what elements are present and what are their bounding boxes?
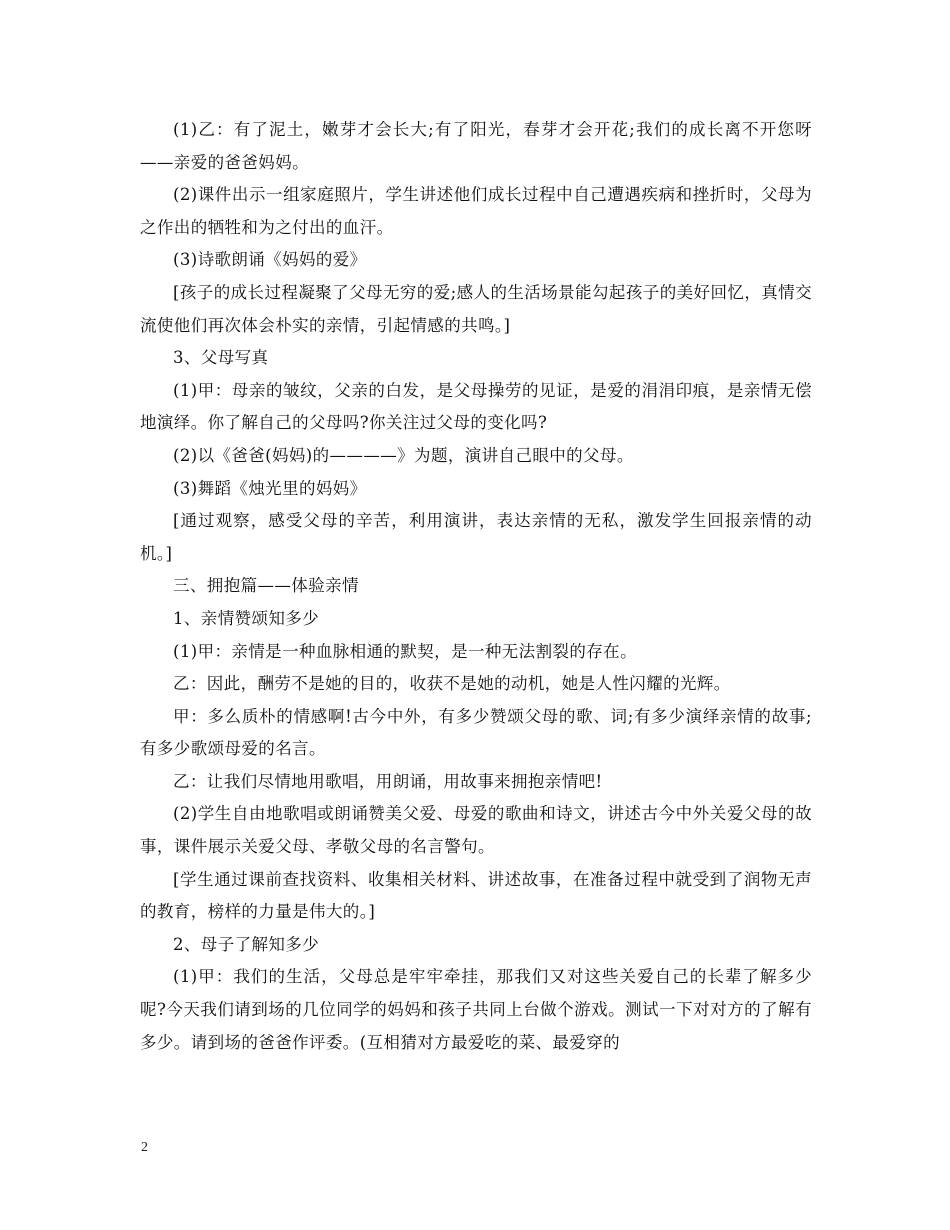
section-heading-praise: 1、亲情赞颂知多少 [173, 608, 320, 628]
paragraph-speech-topic: (2)以《爸爸(妈妈)的————》为题，演讲自己眼中的父母。 [173, 445, 634, 465]
paragraph-family-photos: (2)课件出示一组家庭照片，学生讲述他们成长过程中自己遭遇疾病和挫折时，父母为之作出的牺牲和为之付出的血汗。 [140, 185, 812, 237]
paragraph-note-research: [学生通过课前查找资料、收集相关材料、讲述故事，在准备过程中就受到了润物无声的教育，榜样的力量是伟大的。] [140, 869, 812, 922]
paragraph-yi-growth: (1)乙：有了泥土，嫩芽才会长大;有了阳光，春芽才会开花;我们的成长离不开您呀——亲爱的爸爸妈妈。 [140, 120, 812, 172]
paragraph-jia-bond: (1)甲：亲情是一种血脉相通的默契，是一种无法割裂的存在。 [173, 641, 637, 661]
paragraph-yi-sing: 乙：让我们尽情地用歌唱，用朗诵，用故事来拥抱亲情吧! [173, 771, 603, 791]
paragraph-dance: (3)舞蹈《烛光里的妈妈》 [173, 478, 367, 498]
page-number: 2 [141, 1140, 148, 1155]
paragraph-jia-emotion: 甲：多么质朴的情感啊!古今中外，有多少赞颂父母的歌、词;有多少演绎亲情的故事;有多少歌颂母爱的名言。 [140, 706, 812, 759]
paragraph-students-sing: (2)学生自由地歌唱或朗诵赞美父爱、母爱的歌曲和诗文，讲述古今中外关爱父母的故事，课件展示关爱父母、孝敬父母的名言警句。 [140, 804, 812, 857]
paragraph-poem-recital: (3)诗歌朗诵《妈妈的爱》 [173, 250, 367, 270]
document-body [140, 114, 812, 1059]
section-heading-embrace: 三、拥抱篇——体验亲情 [173, 576, 359, 596]
paragraph-note-observation: [通过观察，感受父母的辛苦，利用演讲，表达亲情的无私，激发学生回报亲情的动机。] [140, 511, 812, 563]
paragraph-jia-wrinkles: (1)甲：母亲的皱纹，父亲的白发，是父母操劳的见证，是爱的涓涓印痕，是亲情无偿地演绎。你了解自己的父母吗?你关注过父母的变化吗? [140, 380, 812, 433]
paragraph-yi-reward: 乙：因此，酬劳不是她的目的，收获不是她的动机，她是人性闪耀的光辉。 [173, 674, 731, 694]
section-heading-parents-portrait: 3、父母写真 [173, 348, 269, 368]
paragraph-note-growth: [孩子的成长过程凝聚了父母无穷的爱;感人的生活场景能勾起孩子的美好回忆，真情交流使他们再次体会朴实的亲情，引起情感的共鸣。] [140, 282, 812, 335]
paragraph-jia-game: (1)甲：我们的生活，父母总是牢牢牵挂，那我们又对这些关爱自己的长辈了解多少呢?今天我们请到场的几位同学的妈妈和孩子共同上台做个游戏。测试一下对对方的了解有多少。请到场的爸爸作评委。(互相猜对方最爱吃的菜、最爱穿的 [140, 967, 812, 1052]
section-heading-mother-child: 2、母子了解知多少 [173, 934, 320, 954]
